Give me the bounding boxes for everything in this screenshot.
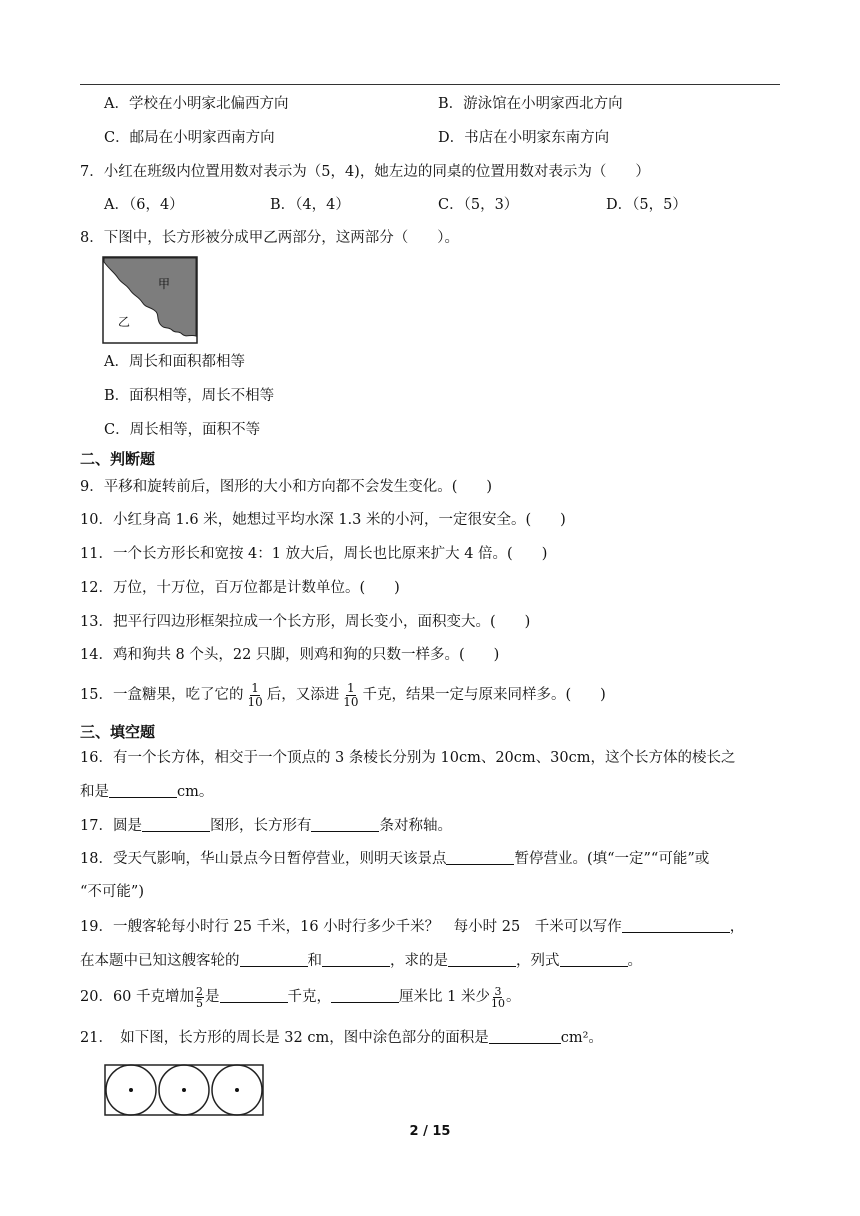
q11: 11．一个长方形长和宽按 4：1 放大后，周长也比原来扩大 4 倍。( ) <box>80 546 548 562</box>
label-jia: 甲 <box>158 277 171 291</box>
q12: 12．万位，十万位，百万位都是计数单位。( ) <box>80 580 400 596</box>
q7-option-d: D．（5，5） <box>606 197 687 213</box>
q7-option-a: A．（6，4） <box>104 197 184 213</box>
q8-option-a: A．周长和面积都相等 <box>104 354 245 370</box>
fraction-three-tenths: $\frac{3}{10}$ <box>490 984 505 1010</box>
answer-blank[interactable] <box>448 952 516 967</box>
q6-option-d: D．书店在小明家东南方向 <box>438 130 610 146</box>
label-yi: 乙 <box>118 315 131 329</box>
q21-circles-figure <box>104 1064 264 1116</box>
section-heading-fill-blank: 三、填空题 <box>80 723 156 741</box>
fraction-one-tenth: $\frac{1}{10}$ <box>247 680 263 709</box>
q8-stem: 8．下图中，长方形被分成甲乙两部分，这两部分（ ）。 <box>80 230 459 246</box>
answer-blank[interactable] <box>489 1029 561 1044</box>
q16-line1: 16．有一个长方体，相交于一个顶点的 3 条棱长分别为 10cm、20cm、30cm，这个长方体的棱长之 <box>80 750 736 766</box>
answer-blank[interactable] <box>240 952 308 967</box>
answer-blank[interactable] <box>142 817 210 832</box>
q7-option-c: C．（5，3） <box>438 197 519 213</box>
fraction-one-tenth: $\frac{1}{10}$ <box>343 680 359 709</box>
q9: 9．平移和旋转前后，图形的大小和方向都不会发生变化。( ) <box>80 479 493 495</box>
answer-blank[interactable] <box>109 783 177 798</box>
q18-line1: 18．受天气影响，华山景点今日暂停营业，则明天该景点 暂停营业。(填“一定”“可能”或 <box>80 851 710 867</box>
section-heading-judgement: 二、判断题 <box>80 450 156 468</box>
answer-blank[interactable] <box>220 988 288 1003</box>
q20: 20．60 千克增加 $\frac{2}{5}$ 是 千克， 厘米比 1 米少 $\frac{3}{10}$ 。 <box>80 984 521 1010</box>
q21: 21． 如下图，长方形的周长是 32 cm，图中涂色部分的面积是 cm²。 <box>80 1030 603 1046</box>
q18-line2: “不可能”) <box>80 884 144 900</box>
q17: 17．圆是 图形，长方形有 条对称轴。 <box>80 818 452 834</box>
q7-option-b: B．（4，4） <box>270 197 350 213</box>
answer-blank[interactable] <box>311 817 379 832</box>
answer-blank[interactable] <box>322 952 390 967</box>
q14: 14．鸡和狗共 8 个头，22 只脚，则鸡和狗的只数一样多。( ) <box>80 647 500 663</box>
answer-blank[interactable] <box>446 850 514 865</box>
q19-line2: 在本题中已知这艘客轮的 和 ，求的是 ，列式 。 <box>80 953 642 969</box>
q6-option-a: A．学校在小明家北偏西方向 <box>104 96 289 112</box>
answer-blank[interactable] <box>622 918 730 933</box>
q13: 13．把平行四边形框架拉成一个长方形，周长变小，面积变大。( ) <box>80 614 531 630</box>
fraction-two-fifths: $\frac{2}{5}$ <box>196 984 204 1010</box>
header-rule <box>80 84 780 85</box>
q8-option-b: B．面积相等，周长不相等 <box>104 388 275 404</box>
q10: 10．小红身高 1.6 米，她想过平均水深 1.3 米的小河，一定很安全。( ) <box>80 512 566 528</box>
q15: 15．一盒糖果，吃了它的 $\frac{1}{10}$ 后，又添进 $\frac{1}{10}$ 千克，结果一定与原来同样多。( ) <box>80 680 606 709</box>
q8-rectangle-figure <box>102 256 198 344</box>
answer-blank[interactable] <box>331 988 399 1003</box>
page-number: 2 / 15 <box>409 1124 451 1139</box>
q16-line2: 和是 cm。 <box>80 784 214 800</box>
q6-option-b: B．游泳馆在小明家西北方向 <box>438 96 623 112</box>
q8-option-c: C．周长相等，面积不等 <box>104 422 261 438</box>
answer-blank[interactable] <box>560 952 628 967</box>
q6-option-c: C．邮局在小明家西南方向 <box>104 130 275 146</box>
q19-line1: 19．一艘客轮每小时行 25 千米，16 小时行多少千米？ 每小时 25 千米可以写作 ， <box>80 919 745 935</box>
q7-stem: 7．小红在班级内位置用数对表示为（5，4)，她左边的同桌的位置用数对表示为（ ） <box>80 164 650 180</box>
